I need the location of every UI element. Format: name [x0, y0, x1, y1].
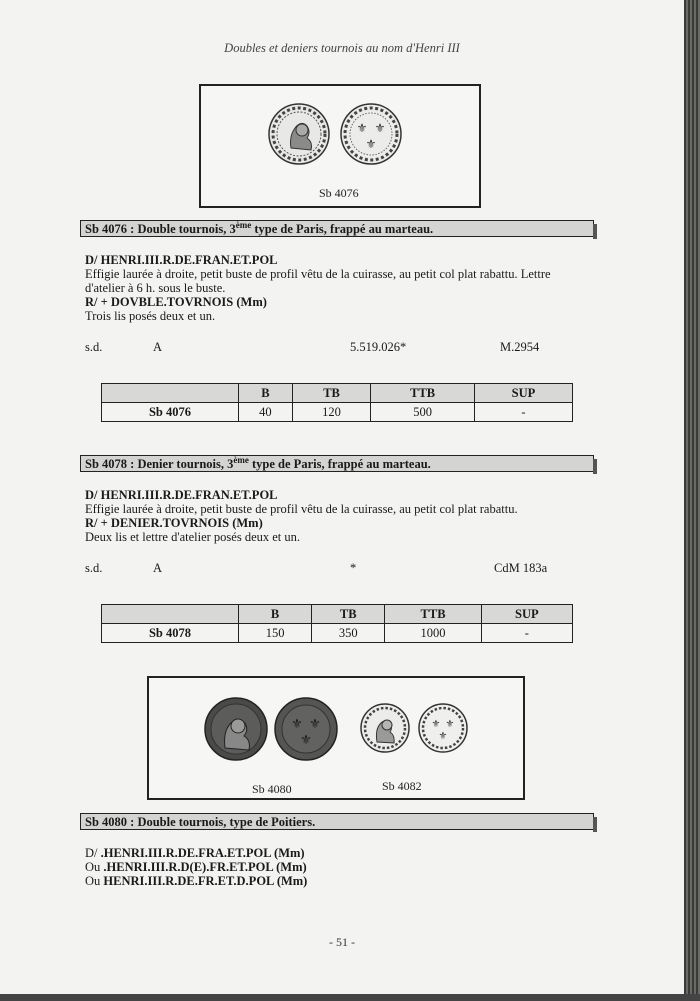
- svg-text:⚜: ⚜: [356, 121, 368, 135]
- book-page-edges: [684, 0, 700, 1001]
- table-row: [102, 403, 573, 422]
- entry-heading-sb4080: Sb 4080 : Double tournois, type de Poitiers.: [80, 813, 594, 830]
- entry-heading-sb4076: Sb 4076 : Double tournois, 3ème type de Paris, frappé au marteau.: [80, 220, 594, 237]
- entry-heading-sb4078: Sb 4078 : Denier tournois, 3ème type de Paris, frappé au marteau.: [80, 455, 594, 472]
- svg-text:⚜: ⚜: [300, 733, 312, 748]
- svg-text:⚜: ⚜: [309, 717, 321, 732]
- reverse-description: Deux lis et lettre d'atelier posés deux et un.: [85, 530, 301, 544]
- mintage: 5.519.026*: [350, 340, 407, 354]
- table-header-row: [102, 605, 573, 624]
- svg-text:⚜: ⚜: [445, 719, 455, 730]
- obverse-description: Effigie laurée à droite, petit buste de profil vêtu de la cuirasse, au petit col plat rabattu. Lettre: [85, 267, 551, 281]
- grade-header-tb: TB: [312, 605, 385, 624]
- coin-obverse-image: [359, 702, 411, 754]
- obverse-legend-variant: Ou HENRI.III.R.DE.FR.ET.D.POL (Mm): [85, 874, 308, 888]
- grade-header-sup: SUP: [481, 605, 572, 624]
- coin-obverse-image: [203, 696, 269, 762]
- price-table-sb4076: [101, 383, 573, 422]
- reference: CdM 183a: [494, 561, 548, 575]
- table-header-row: [102, 384, 573, 403]
- price-table-sb4078: [101, 604, 573, 643]
- price-tb: 350: [312, 624, 385, 643]
- obverse-legend: D/ HENRI.III.R.DE.FRAN.ET.POL: [85, 488, 278, 502]
- svg-text:⚜: ⚜: [438, 731, 448, 742]
- obverse-legend: D/ .HENRI.III.R.DE.FRA.ET.POL (Mm): [85, 846, 305, 860]
- price-tb: 120: [292, 403, 371, 422]
- coin-reverse-image: [273, 696, 339, 762]
- grade-header-ttb: TTB: [385, 605, 481, 624]
- grade-header-ttb: TTB: [371, 384, 475, 403]
- price-sup: -: [481, 624, 572, 643]
- price-b: 150: [239, 624, 312, 643]
- svg-text:⚜: ⚜: [374, 121, 386, 135]
- obverse-description-cont: d'atelier à 6 h. sous le buste.: [85, 281, 226, 295]
- price-ttb: 1000: [385, 624, 481, 643]
- reverse-legend: R/ + DENIER.TOVRNOIS (Mm): [85, 516, 263, 530]
- figure-caption: Sb 4082: [382, 779, 422, 793]
- price-ttb: 500: [371, 403, 475, 422]
- book-bottom-edge: [0, 994, 700, 1001]
- figure-caption: Sb 4076: [319, 186, 359, 200]
- table-row: [102, 624, 573, 643]
- coin-figure-sb4076: [199, 84, 481, 208]
- coin-reverse-image: [339, 102, 403, 166]
- price-sup: -: [474, 403, 572, 422]
- reference: M.2954: [500, 340, 540, 354]
- reverse-description: Trois lis posés deux et un.: [85, 309, 216, 323]
- price-b: 40: [239, 403, 293, 422]
- svg-text:⚜: ⚜: [365, 137, 377, 151]
- mint-letter: A: [153, 340, 163, 354]
- row-label: Sb 4078: [102, 624, 239, 643]
- svg-text:⚜: ⚜: [431, 719, 441, 730]
- figure-caption: Sb 4080: [252, 782, 292, 796]
- coin-obverse-image: [267, 102, 331, 166]
- obverse-description: Effigie laurée à droite, petit buste de profil vêtu de la cuirasse, au petit col plat rabattu.: [85, 502, 518, 516]
- coin-reverse-image: [417, 702, 469, 754]
- issue-date: s.d.: [85, 340, 103, 354]
- grade-header-sup: SUP: [474, 384, 572, 403]
- svg-text:⚜: ⚜: [291, 717, 303, 732]
- reverse-legend: R/ + DOVBLE.TOVRNOIS (Mm): [85, 295, 267, 309]
- grade-header-b: B: [239, 384, 293, 403]
- mint-letter: A: [153, 561, 163, 575]
- mintage: *: [350, 561, 357, 575]
- grade-header-b: B: [239, 605, 312, 624]
- coin-figure-sb4080-sb4082: [147, 676, 525, 800]
- grade-header-tb: TB: [292, 384, 371, 403]
- obverse-legend-variant: Ou .HENRI.III.R.D(E).FR.ET.POL (Mm): [85, 860, 307, 874]
- issue-date: s.d.: [85, 561, 103, 575]
- row-label: Sb 4076: [102, 403, 239, 422]
- obverse-legend: D/ HENRI.III.R.DE.FRAN.ET.POL: [85, 253, 278, 267]
- running-head: Doubles et deniers tournois au nom d'Henri III: [224, 41, 460, 55]
- page-number: - 51 -: [329, 935, 355, 949]
